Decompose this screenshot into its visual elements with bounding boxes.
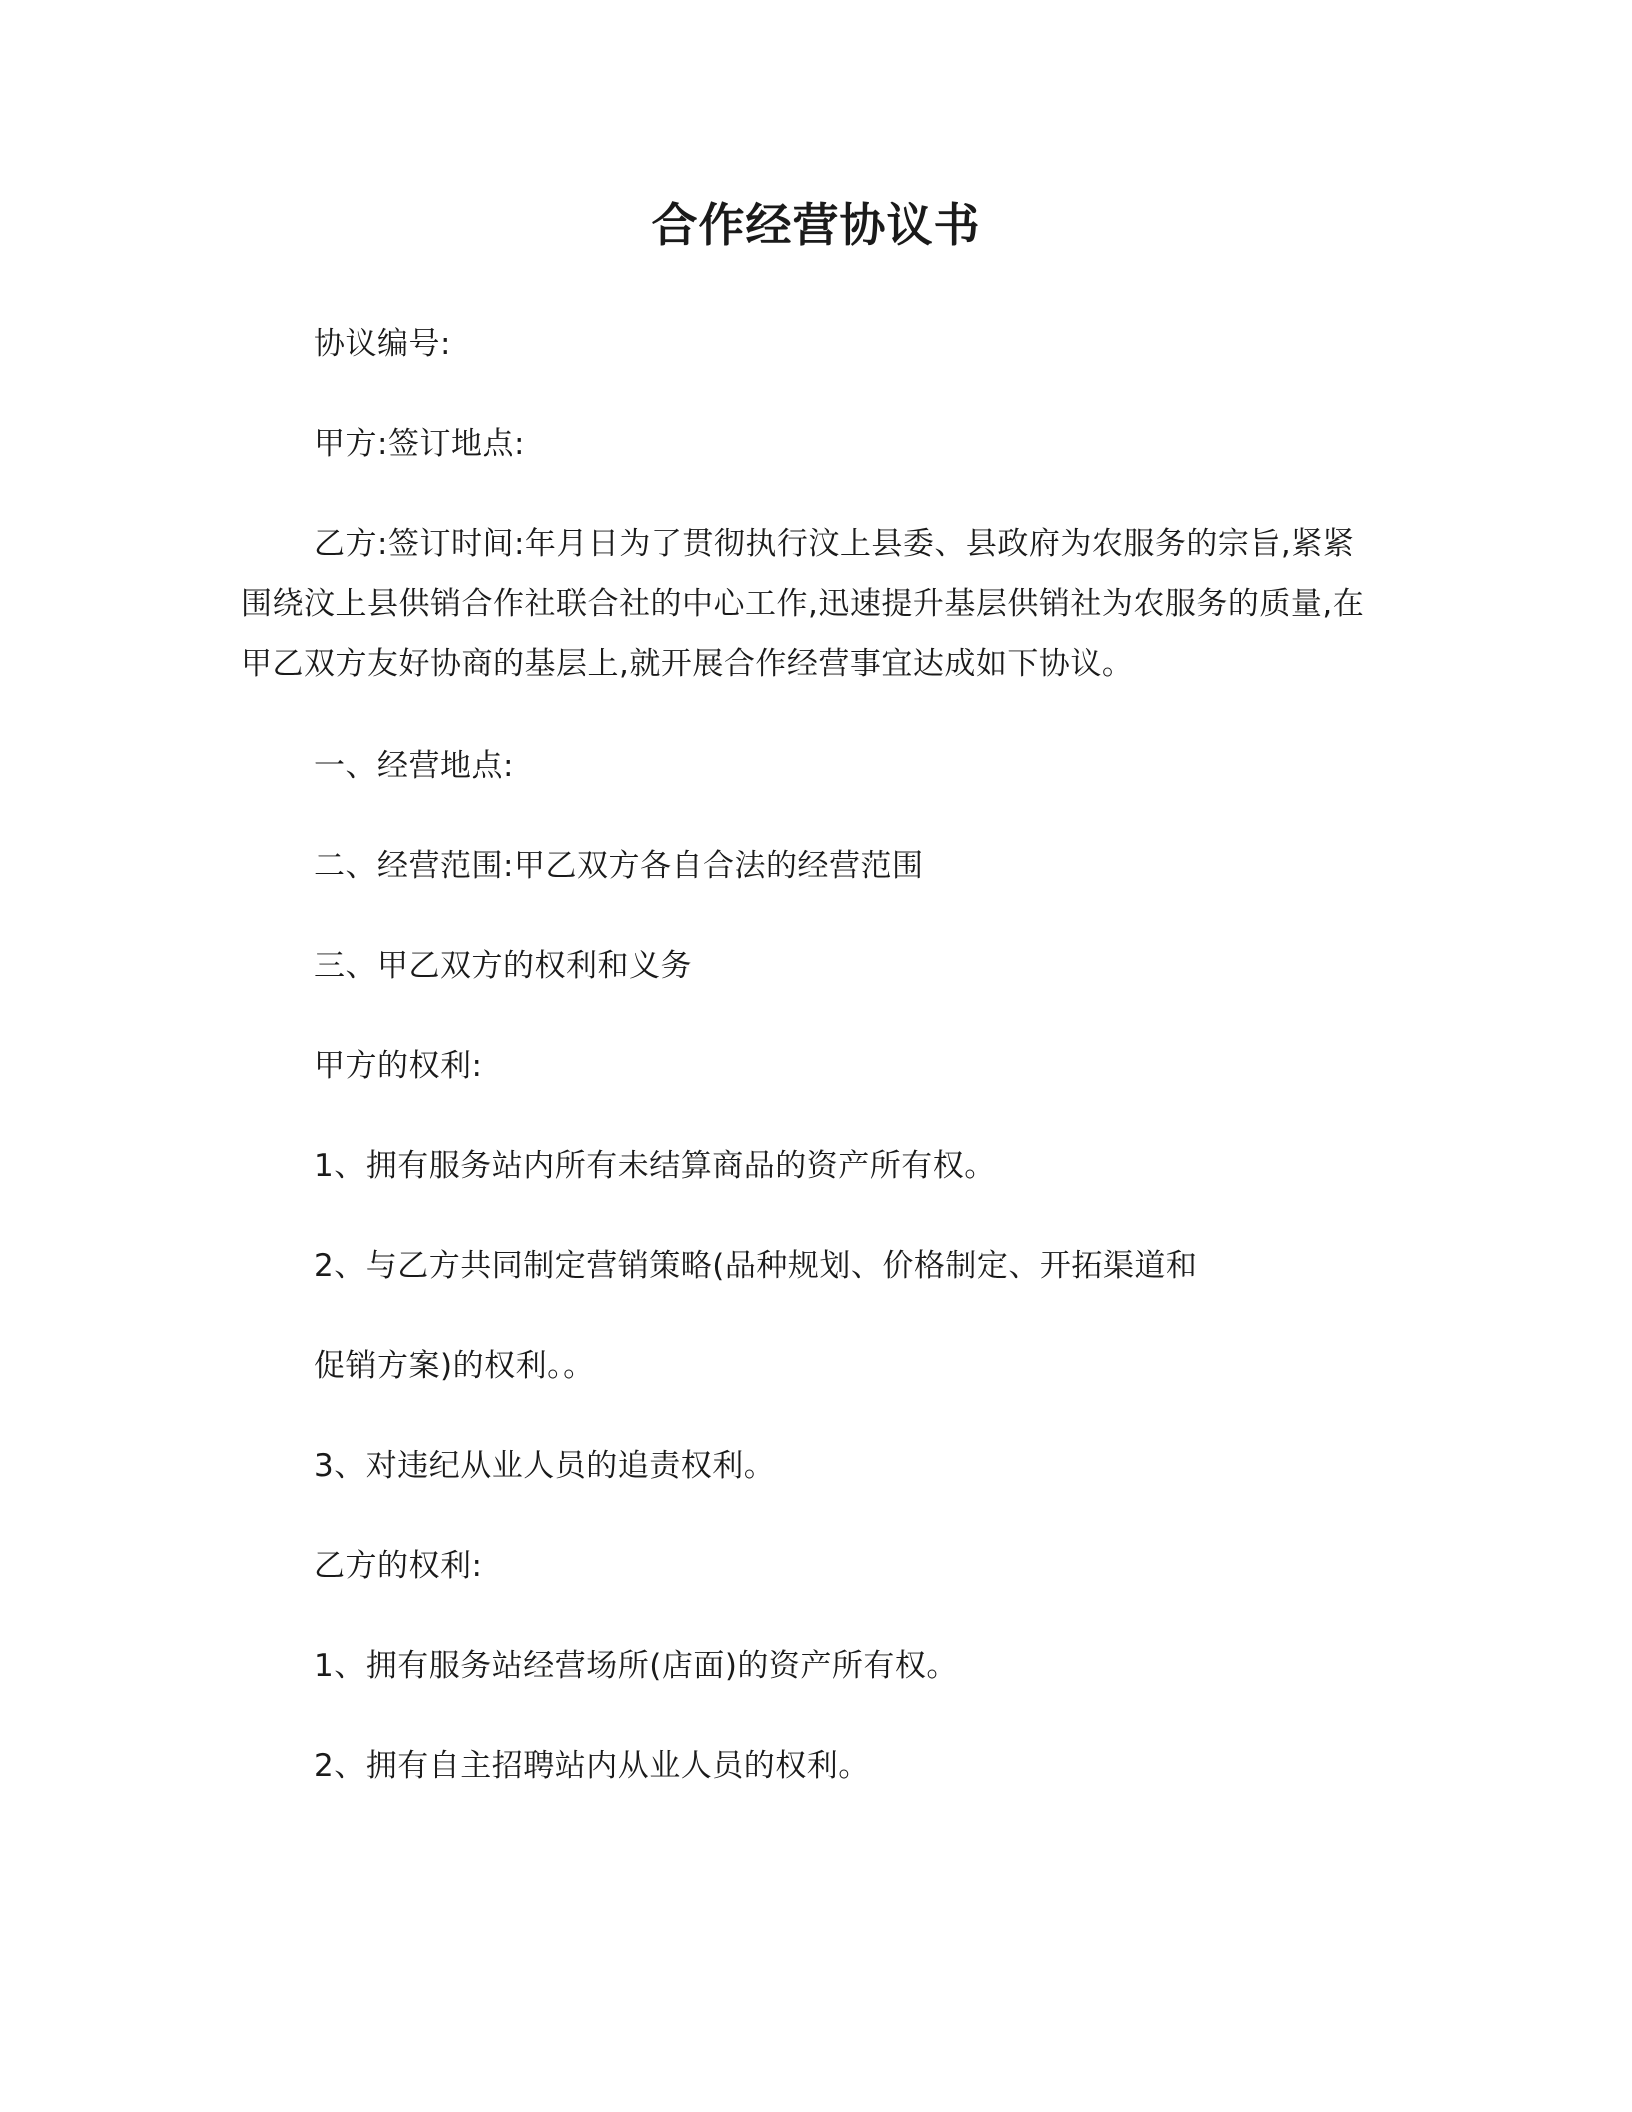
list-item-continuation: 促销方案)的权利。。	[314, 1348, 595, 1384]
subsection-heading: 甲方的权利:	[314, 1048, 483, 1084]
list-item: 1、拥有服务站经营场所(店面)的资产所有权。	[314, 1648, 958, 1684]
section-heading: 三、甲乙双方的权利和义务	[314, 948, 692, 984]
list-item: 2、拥有自主招聘站内从业人员的权利。	[314, 1748, 870, 1784]
paragraph-line: 甲乙双方友好协商的基层上,就开展合作经营事宜达成如下协议。	[241, 646, 1134, 682]
document-title: 合作经营协议书	[651, 198, 981, 252]
section-heading: 二、经营范围:甲乙双方各自合法的经营范围	[314, 848, 924, 884]
list-item: 1、拥有服务站内所有未结算商品的资产所有权。	[314, 1148, 996, 1184]
agreement-number-line: 协议编号:	[314, 326, 451, 362]
list-item: 3、对违纪从业人员的追责权利。	[314, 1448, 776, 1484]
party-a-line: 甲方:签订地点:	[314, 426, 525, 462]
subsection-heading: 乙方的权利:	[314, 1548, 483, 1584]
party-b-line: 乙方:签订时间:年月日为了贯彻执行汶上县委、县政府为农服务的宗旨,紧紧	[314, 526, 1355, 562]
section-heading: 一、经营地点:	[314, 748, 514, 784]
paragraph-line: 围绕汶上县供销合作社联合社的中心工作,迅速提升基层供销社为农服务的质量,在	[241, 586, 1365, 622]
list-item: 2、与乙方共同制定营销策略(品种规划、价格制定、开拓渠道和	[314, 1248, 1198, 1284]
